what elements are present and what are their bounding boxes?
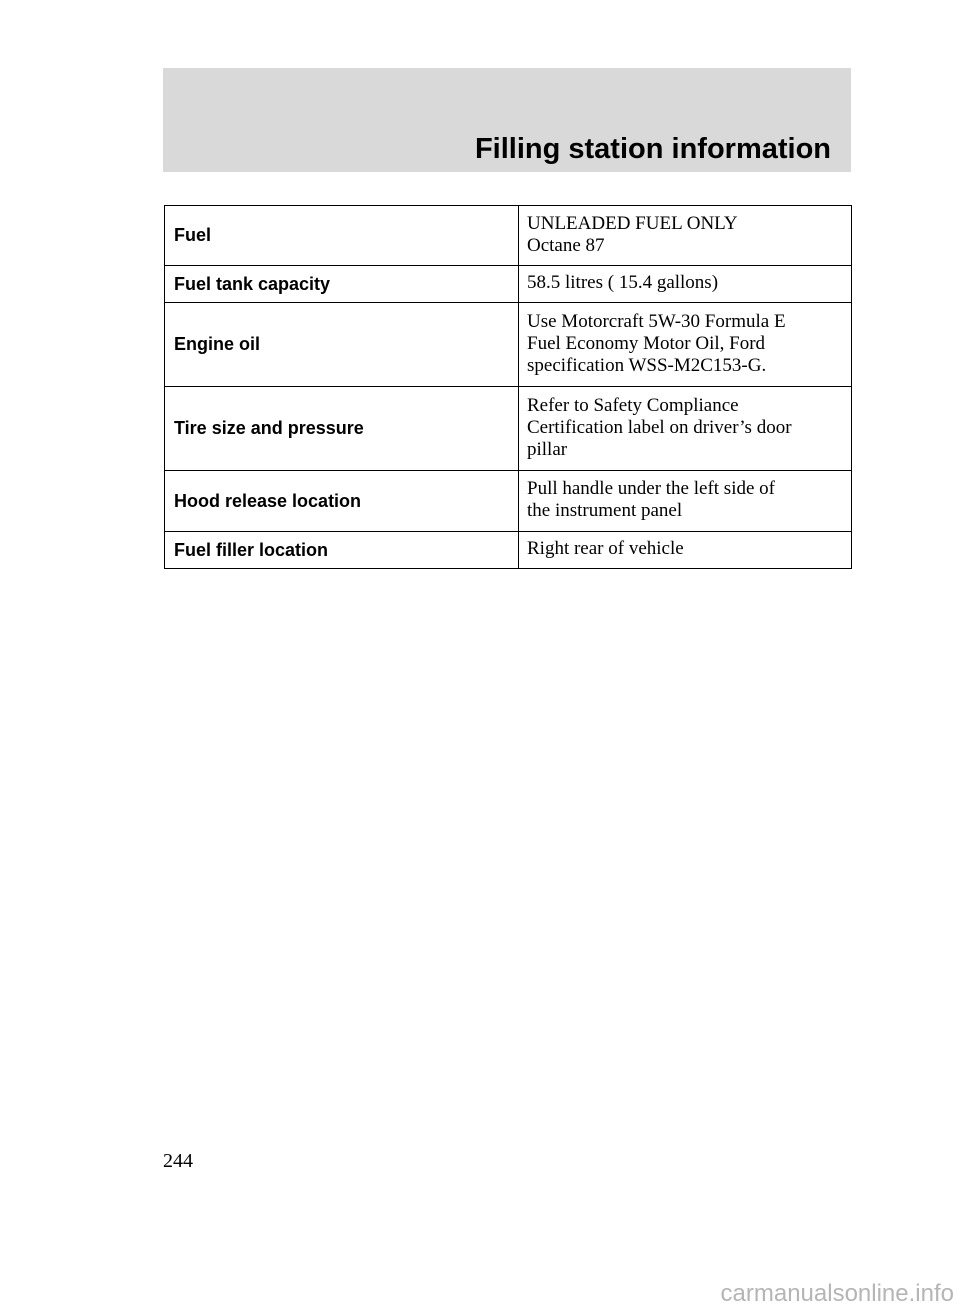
table-row bbox=[165, 266, 852, 303]
value-line: Pull handle under the left side of bbox=[527, 478, 775, 499]
table-row bbox=[165, 532, 852, 569]
row-value bbox=[519, 387, 852, 471]
value-line: pillar bbox=[527, 438, 568, 460]
page-title: Filling station information bbox=[474, 133, 831, 165]
value-line: the instrument panel bbox=[527, 500, 683, 521]
row-label: Tire size and pressure bbox=[165, 387, 519, 471]
value-line: Octane 87 bbox=[527, 234, 605, 256]
watermark-text: carmanualsonline.info bbox=[720, 1280, 954, 1307]
row-label: Engine oil bbox=[165, 303, 519, 387]
value-line: Right rear of vehicle bbox=[527, 538, 684, 559]
row-label: Fuel filler location bbox=[165, 532, 519, 569]
row-label: Fuel bbox=[165, 206, 519, 266]
page-number: 244 bbox=[163, 1150, 193, 1172]
value-line: Use Motorcraft 5W-30 Formula E bbox=[527, 310, 786, 332]
filling-station-table bbox=[164, 205, 852, 569]
row-value bbox=[519, 532, 852, 569]
table-row bbox=[165, 387, 852, 471]
value-line: Refer to Safety Compliance bbox=[527, 394, 739, 416]
value-line: specification WSS-M2C153-G. bbox=[527, 354, 767, 376]
table-row bbox=[165, 206, 852, 266]
value-line: UNLEADED FUEL ONLY bbox=[527, 212, 738, 234]
table-row bbox=[165, 303, 852, 387]
value-line: 58.5 litres ( 15.4 gallons) bbox=[527, 272, 719, 293]
table-row bbox=[165, 471, 852, 532]
row-label: Fuel tank capacity bbox=[165, 266, 519, 303]
value-line: Fuel Economy Motor Oil, Ford bbox=[527, 332, 766, 354]
row-value bbox=[519, 206, 852, 266]
row-value bbox=[519, 471, 852, 532]
row-label: Hood release location bbox=[165, 471, 519, 532]
value-line: Certification label on driver’s door bbox=[527, 416, 792, 438]
row-value bbox=[519, 266, 852, 303]
row-value bbox=[519, 303, 852, 387]
page-header-band bbox=[163, 68, 851, 172]
